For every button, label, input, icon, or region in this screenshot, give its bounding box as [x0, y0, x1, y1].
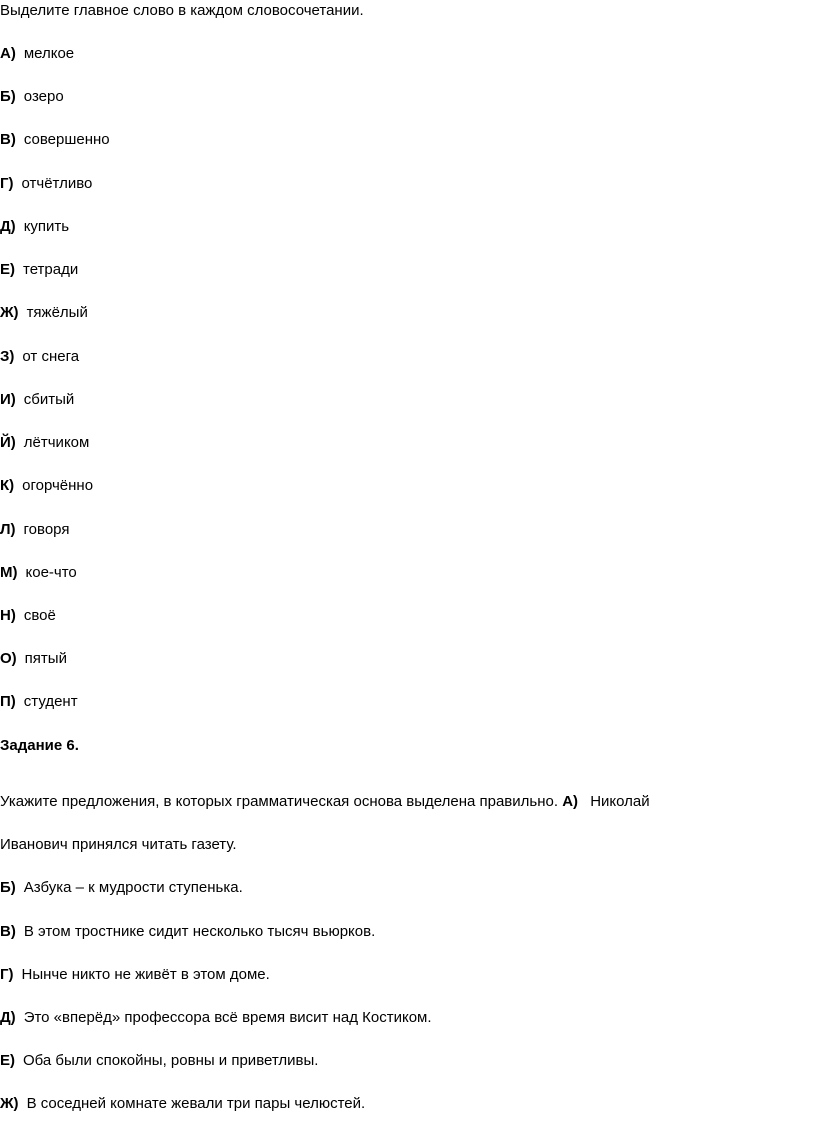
item-text: студент — [23, 693, 78, 710]
list-item — [0, 1094, 365, 1114]
task6-instruction-line — [0, 792, 650, 812]
item-label: В) — [0, 131, 16, 148]
item-text: Это «вперёд» профессора всё время висит над Костиком. — [23, 1009, 432, 1026]
item-text: совершенно — [23, 131, 110, 148]
item-text: озеро — [23, 88, 64, 105]
item-text: Оба были спокойны, ровны и приветливы. — [23, 1052, 319, 1069]
item-text: сбитый — [23, 391, 75, 408]
item-label: А) — [562, 793, 579, 810]
item-label: Д) — [0, 1009, 16, 1026]
list-item — [0, 217, 69, 237]
item-label: Д) — [0, 218, 16, 235]
item-label: М) — [0, 564, 18, 581]
part1-instruction: Выделите главное слово в каждом словосочетании. — [0, 2, 364, 19]
item-text: тетради — [23, 261, 79, 278]
list-item — [0, 174, 92, 194]
item-label: Й) — [0, 434, 16, 451]
item-text: говоря — [23, 521, 70, 538]
list-item — [0, 922, 375, 942]
item-label: Б) — [0, 88, 16, 105]
task6-heading: Задание 6. — [0, 737, 79, 754]
item-text: Нынче никто не живёт в этом доме. — [21, 966, 270, 983]
item-label: Ж) — [0, 1095, 19, 1112]
list-item — [0, 692, 78, 712]
item-label: П) — [0, 693, 16, 710]
item-label: Л) — [0, 521, 16, 538]
item-label: К) — [0, 477, 15, 494]
list-item — [0, 260, 78, 280]
list-item — [0, 390, 74, 410]
item-text: Азбука – к мудрости ступенька. — [23, 879, 243, 896]
item-label: В) — [0, 923, 16, 940]
task6-first-item-continuation: Иванович принялся читать газету. — [0, 836, 237, 853]
list-item — [0, 563, 77, 583]
item-label: Е) — [0, 1052, 15, 1069]
item-text: отчётливо — [21, 175, 93, 192]
item-label: Б) — [0, 879, 16, 896]
item-text: пятый — [24, 650, 67, 667]
item-label: Ж) — [0, 304, 19, 321]
item-label: А) — [0, 45, 16, 62]
list-item — [0, 347, 79, 367]
item-label: О) — [0, 650, 17, 667]
item-text: Николай — [590, 793, 650, 810]
list-item — [0, 965, 270, 985]
item-text: лётчиком — [23, 434, 90, 451]
item-text: В соседней комнате жевали три пары челюстей. — [26, 1095, 366, 1112]
list-item — [0, 606, 56, 626]
item-text: от снега — [22, 348, 80, 365]
item-text: кое-что — [25, 564, 77, 581]
list-item — [0, 433, 89, 453]
list-item — [0, 303, 88, 323]
item-label: Н) — [0, 607, 16, 624]
item-text: В этом тростнике сидит несколько тысяч вьюрков. — [23, 923, 376, 940]
item-label: З) — [0, 348, 15, 365]
item-label: Е) — [0, 261, 15, 278]
item-text: купить — [23, 218, 70, 235]
list-item — [0, 649, 67, 669]
list-item — [0, 520, 69, 540]
list-item — [0, 87, 64, 107]
task6-instruction: Укажите предложения, в которых грамматическая основа выделена правильно. — [0, 793, 559, 810]
item-text: тяжёлый — [26, 304, 88, 321]
list-item — [0, 476, 93, 496]
list-item — [0, 44, 74, 64]
list-item — [0, 130, 110, 150]
item-text: мелкое — [23, 45, 75, 62]
list-item — [0, 1008, 432, 1028]
item-label: Г) — [0, 966, 14, 983]
item-text: огорчённо — [22, 477, 94, 494]
list-item — [0, 878, 243, 898]
item-label: И) — [0, 391, 16, 408]
item-label: Г) — [0, 175, 14, 192]
item-text: своё — [23, 607, 56, 624]
list-item — [0, 1051, 318, 1071]
